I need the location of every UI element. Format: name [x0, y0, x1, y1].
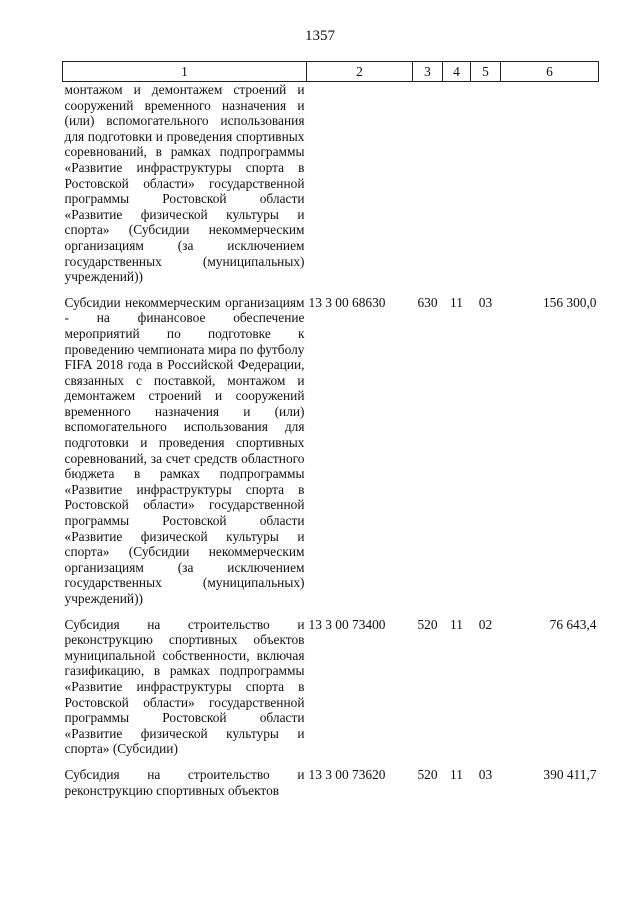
row-description: Субсидия на строительство и реконструкцию спортивных объектов муниципальной собственности, включая газификацию, в рамках подпрограммы «Развитие инфраструктуры спорта в Ростовской области» государственной программы Ростовской области «Развитие физической культуры и спорта» (Субсидии)	[64, 616, 305, 757]
row-expense-type: 520	[417, 766, 438, 782]
row-amount: 76 643,4	[549, 616, 597, 632]
column-header-5: 5	[471, 62, 501, 82]
row-spacer	[63, 607, 599, 617]
table-row	[63, 767, 599, 798]
row-amount: 390 411,7	[543, 766, 597, 782]
column-header-6: 6	[501, 62, 599, 82]
row-description: Субсидия на строительство и реконструкцию спортивных объектов	[64, 766, 305, 798]
table-header-row	[63, 62, 599, 82]
row-target-code	[307, 82, 413, 285]
row-section: 11	[450, 294, 463, 310]
column-header-4: 4	[443, 62, 471, 82]
row-spacer	[63, 757, 599, 767]
row-subsection: 03	[478, 766, 493, 782]
row-section: 11	[450, 766, 463, 782]
row-subsection: 02	[478, 616, 493, 632]
table-row	[63, 82, 599, 285]
row-target-code: 13 3 00 73400	[308, 616, 386, 632]
row-subsection: 03	[478, 294, 493, 310]
row-spacer	[63, 285, 599, 295]
row-amount	[501, 82, 599, 285]
table-row	[63, 617, 599, 757]
table-row	[63, 295, 599, 607]
column-header-1: 1	[63, 62, 307, 82]
budget-table	[62, 61, 599, 798]
row-description: Субсидии некоммерческим организациям - на финансовое обеспечение мероприятий по подготовке к проведению чемпионата мира по футболу FIFA 2018 года в Российской Федерации, связанных с поставкой, монтажом и демонтажем строений и сооружений временного назначения и (или) вспомогательного использования для подготовки и проведения спортивных соревнований, за счет средств областного бюджета в рамках подпрограммы «Развитие инфраструктуры спорта в Ростовской области» государственной программы Ростовской области «Развитие физической культуры и спорта» (Субсидии некоммерческим организациям (за исключением государственных (муниципальных) учреждений))	[64, 294, 305, 606]
row-target-code: 13 3 00 68630	[308, 294, 386, 310]
row-target-code: 13 3 00 73620	[308, 766, 386, 782]
page-number: 1357	[305, 28, 335, 44]
row-expense-type	[413, 82, 443, 285]
row-expense-type: 520	[417, 616, 438, 632]
row-expense-type: 630	[417, 294, 438, 310]
row-amount: 156 300,0	[542, 294, 597, 310]
row-subsection	[471, 82, 501, 285]
column-header-3: 3	[413, 62, 443, 82]
row-section: 11	[450, 616, 463, 632]
column-header-2: 2	[307, 62, 413, 82]
row-section	[443, 82, 471, 285]
row-description: монтажом и демонтажем строений и сооружений временного назначения и (или) вспомогательного использования для подготовки и проведения спортивных соревнований, в рамках подпрограммы «Развитие инфраструктуры спорта в Ростовской области» государственной программы Ростовской области «Развитие физической культуры и спорта» (Субсидии некоммерческим организациям (за исключением государственных (муниципальных) учреждений))	[64, 82, 305, 285]
